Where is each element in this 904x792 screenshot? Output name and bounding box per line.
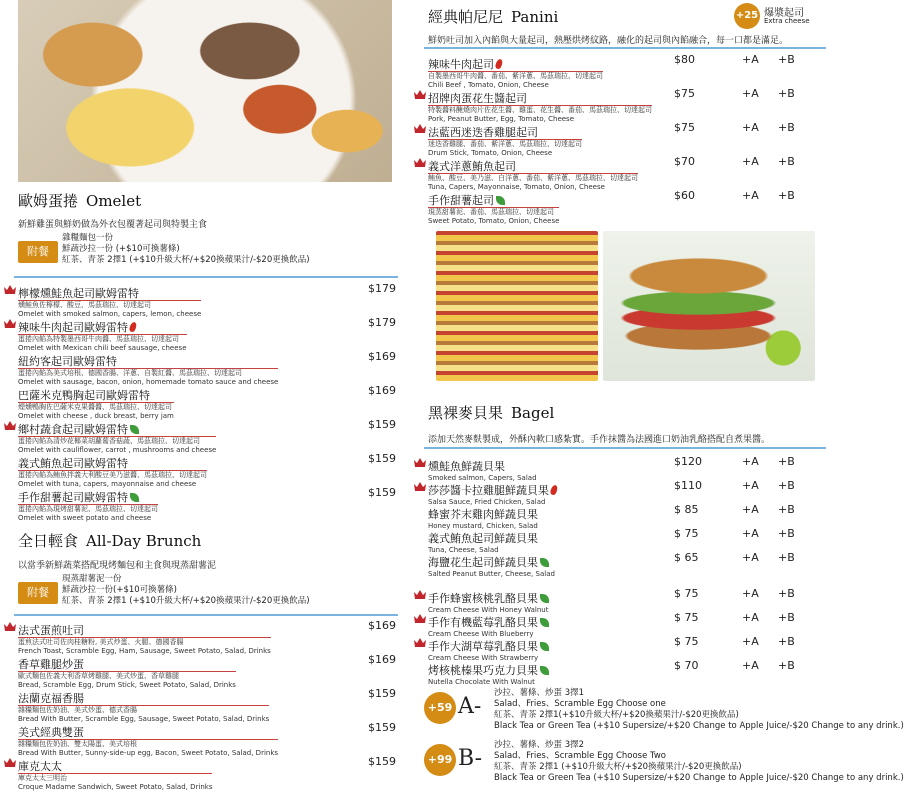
option-b: +B xyxy=(778,659,795,672)
brunch-rule xyxy=(14,614,398,616)
item-price: $75 xyxy=(674,87,695,100)
chili-icon xyxy=(494,58,503,69)
set-line: 紅茶、青茶 2擇1(+$10升級大杯/+$20換蘋果汁/-$20更換飲品) xyxy=(494,710,739,720)
brunch-title xyxy=(18,530,201,551)
item-desc-zh: 蛋捲內餡為現烤甜薯泥、馬茲瑞拉、切達起司 xyxy=(18,505,158,513)
option-a: +A xyxy=(742,155,759,168)
menu-item xyxy=(18,384,396,421)
addon-badge: 附餐 xyxy=(18,582,58,604)
menu-item xyxy=(428,189,795,226)
item-desc-en: Tuna, Capers, Mayonnaise, Tomato, Onion, Cheese xyxy=(428,183,605,191)
item-price: $159 xyxy=(368,687,396,700)
item-desc-zh: 雜糧麵包佐奶油、雙太陽蛋、美式培根 xyxy=(18,740,137,748)
crown-icon xyxy=(414,158,426,167)
item-name: 手作有機藍莓乳酪貝果 xyxy=(428,616,538,629)
item-desc-zh: 迷迭香雞腿、番茄、紫洋蔥、馬茲瑞拉、切達起司 xyxy=(428,140,582,148)
addon-lines xyxy=(62,574,310,607)
item-desc-zh: 庫克太太三明治 xyxy=(18,774,67,782)
panini-rule xyxy=(424,47,826,49)
menu-item xyxy=(18,350,396,387)
extra-cheese-en: Extra cheese xyxy=(764,17,810,25)
option-a: +A xyxy=(742,121,759,134)
chili-icon xyxy=(128,321,137,332)
item-name: 庫克太太 xyxy=(18,760,62,773)
set-letter: A- xyxy=(458,694,482,719)
crown-icon xyxy=(414,614,426,623)
item-price: $159 xyxy=(368,486,396,499)
item-price: $ 70 xyxy=(674,659,699,672)
vegetarian-icon xyxy=(540,666,549,675)
option-b: +B xyxy=(778,455,795,468)
item-name: 莎莎醬卡拉雞腿鮮蔬貝果 xyxy=(428,484,549,497)
bagel-title-en: Bagel xyxy=(511,404,555,422)
item-price: $ 75 xyxy=(674,611,699,624)
item-price: $179 xyxy=(368,282,396,295)
option-a: +A xyxy=(742,87,759,100)
item-name: 巴薩米克鴨胸起司歐姆雷特 xyxy=(18,389,150,402)
menu-item xyxy=(428,155,795,192)
item-price: $120 xyxy=(674,455,702,468)
crown-icon xyxy=(414,124,426,133)
item-price: $169 xyxy=(368,350,396,363)
item-desc-zh: 煙燻鴨胸佐巴薩米克果醬醬、馬茲瑞拉、切達起司 xyxy=(18,403,172,411)
menu-item xyxy=(428,659,795,687)
item-desc-en: Bread With Butter, Sunny-side-up egg, Bacon, Sweet Potato, Salad, Drinks xyxy=(18,749,279,757)
item-price: $ 75 xyxy=(674,587,699,600)
option-b: +B xyxy=(778,587,795,600)
option-b: +B xyxy=(778,527,795,540)
item-name: 烤核桃榛果巧克力貝果 xyxy=(428,664,538,677)
brunch-title-en: All-Day Brunch xyxy=(86,532,202,550)
item-desc-en: Cream Cheese With Honey Walnut xyxy=(428,606,549,614)
item-name: 義式洋蔥鮪魚起司 xyxy=(428,160,516,173)
item-name: 檸檬燻鮭魚起司歐姆雷特 xyxy=(18,287,139,300)
chili-icon xyxy=(549,484,558,495)
vegetarian-icon xyxy=(130,493,139,502)
item-name: 燻鮭魚鮮蔬貝果 xyxy=(428,460,505,473)
bagel-desc: 添加天然麥麩製成，外酥內軟口感紮實。手作抹醬為法國進口奶油乳酪搭配自煮果醬。 xyxy=(428,435,771,445)
item-desc-en: Pork, Peanut Butter, Egg, Tomato, Cheese xyxy=(428,115,575,123)
item-name: 手作甜薯起司歐姆雷特 xyxy=(18,491,128,504)
set-line: Black Tea or Green Tea (+$10 Supersize/+$20 Change to Apple Juice/-$20 Change to any drink.) xyxy=(494,721,904,731)
item-desc-en: Croque Madame Sandwich, Sweet Potato, Salad, Drinks xyxy=(18,783,213,791)
bagel-rule xyxy=(424,447,826,449)
item-price: $ 85 xyxy=(674,503,699,516)
crown-icon xyxy=(414,458,426,467)
option-a: +A xyxy=(742,587,759,600)
bagel-title xyxy=(428,402,554,423)
item-name: 辣味牛肉起司歐姆雷特 xyxy=(18,321,128,334)
brunch-addon xyxy=(18,574,398,614)
option-b: +B xyxy=(778,121,795,134)
item-desc-en: Honey mustard, Chicken, Salad xyxy=(428,522,538,530)
menu-item xyxy=(18,721,396,758)
item-price: $179 xyxy=(368,316,396,329)
vegetarian-icon xyxy=(496,196,505,205)
item-price: $75 xyxy=(674,121,695,134)
item-price: $ 65 xyxy=(674,551,699,564)
item-desc-en: Cream Cheese With Blueberry xyxy=(428,630,534,638)
item-name: 手作甜薯起司 xyxy=(428,194,494,207)
addon-line: 紅茶、青茶 2擇1 (+$10升級大杯/+$20換蘋果汁/-$20更換飲品) xyxy=(62,596,310,606)
crown-icon xyxy=(4,285,16,294)
panini-title xyxy=(428,6,558,27)
extra-cheese-badge: +25 xyxy=(734,3,760,29)
extra-cheese-label: 爆漿起司 xyxy=(764,8,804,19)
item-name: 義式鮪魚起司鮮蔬貝果 xyxy=(428,532,538,545)
item-desc-zh: 歐式麵包佐義大利香草烤雞腿、美式炒蛋、香草雞腿 xyxy=(18,672,179,680)
addon-line: 紅茶、青茶 2擇1 (+$10升級大杯/+$20換蘋果汁/-$20更換飲品) xyxy=(62,255,310,265)
item-desc-zh: 特製醬料醃燒肉片佐花生醬、雞蛋、花生醬、番茄、馬茲瑞拉、切達起司 xyxy=(428,106,652,114)
item-desc-en: French Toast, Scramble Egg, Ham, Sausage, Sweet Potato, Salad, Drinks xyxy=(18,647,271,655)
omelet-addon xyxy=(18,233,398,273)
item-desc-zh: 現蒸甜薯泥、番茄、馬茲瑞拉、切達起司 xyxy=(428,208,554,216)
item-name: 海鹽花生起司鮮蔬貝果 xyxy=(428,556,538,569)
menu-item xyxy=(428,53,795,90)
option-b: +B xyxy=(778,503,795,516)
option-a: +A xyxy=(742,527,759,540)
set-price-badge: +59 xyxy=(424,692,456,724)
item-name: 香草雞腿炒蛋 xyxy=(18,658,84,671)
item-price: $70 xyxy=(674,155,695,168)
option-a: +A xyxy=(742,455,759,468)
item-name: 義式鮪魚起司歐姆雷特 xyxy=(18,457,128,470)
item-desc-zh: 燻鮭魚佐檸檬、酸豆、馬茲瑞拉、切達起司 xyxy=(18,301,151,309)
panini-desc: 鮮奶吐司加入內餡與大量起司，熱壓烘烤紋路，融化的起司與內餡融合，每一口都是滿足。 xyxy=(428,36,789,46)
item-desc-en: Cream Cheese With Strawberry xyxy=(428,654,539,662)
item-price: $159 xyxy=(368,452,396,465)
option-b: +B xyxy=(778,189,795,202)
brunch-title-zh: 全日輕食 xyxy=(18,532,79,550)
item-name: 手作大湖草莓乳酪貝果 xyxy=(428,640,538,653)
set-details xyxy=(494,740,904,784)
item-desc-zh: 蛋捲內餡為美式培根、德國香腸、洋蔥、自製紅醬、馬茲瑞拉、切達起司 xyxy=(18,369,242,377)
menu-item xyxy=(18,619,396,656)
item-price: $169 xyxy=(368,619,396,632)
item-desc-en: Bread With Butter, Scramble Egg, Sausage, Sweet Potato, Salad, Drinks xyxy=(18,715,270,723)
option-a: +A xyxy=(742,53,759,66)
item-desc-en: Drum Stick, Tomato, Onion, Cheese xyxy=(428,149,553,157)
item-price: $169 xyxy=(368,384,396,397)
option-a: +A xyxy=(742,635,759,648)
option-b: +B xyxy=(778,87,795,100)
panini-photo xyxy=(436,231,598,381)
option-b: +B xyxy=(778,635,795,648)
menu-item xyxy=(18,755,396,792)
item-desc-en: Smoked salmon, Capers, Salad xyxy=(428,474,537,482)
omelet-title-zh: 歐姆蛋捲 xyxy=(18,192,79,210)
set-price-badge: +99 xyxy=(424,744,456,776)
item-name: 招牌肉蛋花生醬起司 xyxy=(428,92,527,105)
option-b: +B xyxy=(778,479,795,492)
panini-title-en: Panini xyxy=(511,8,559,26)
item-desc-zh: 雜糧麵包佐奶油、美式炒蛋、德式香腸 xyxy=(18,706,137,714)
omelet-rule xyxy=(14,276,398,278)
option-b: +B xyxy=(778,53,795,66)
item-name: 法蘭克福香腸 xyxy=(18,692,84,705)
item-desc-zh: 蛋捲內餡為鮪魚拌義大利酸豆美乃滋醬、馬茲瑞拉、切達起司 xyxy=(18,471,207,479)
item-price: $60 xyxy=(674,189,695,202)
item-desc-en: Omelet with sausage, bacon, onion, homemade tomato sauce and cheese xyxy=(18,378,279,386)
set-line: Salad、Fries、Scramble Egg Choose Two xyxy=(494,751,666,761)
item-name: 手作蜂蜜核桃乳酪貝果 xyxy=(428,592,538,605)
option-a: +A xyxy=(742,503,759,516)
menu-item xyxy=(18,452,396,489)
addon-line: 雜糧麵包一份 xyxy=(62,233,114,243)
item-name: 蜂蜜芥末雞肉鮮蔬貝果 xyxy=(428,508,538,521)
addon-line: 鮮蔬沙拉一份 (+$10可換薯條) xyxy=(62,244,180,254)
vegetarian-icon xyxy=(540,594,549,603)
item-desc-en: Omelet with smoked salmon, capers, lemon, cheese xyxy=(18,310,202,318)
item-price: $169 xyxy=(368,653,396,666)
option-b: +B xyxy=(778,155,795,168)
crown-icon xyxy=(414,482,426,491)
crown-icon xyxy=(414,638,426,647)
item-price: $159 xyxy=(368,755,396,768)
menu-item xyxy=(18,418,396,455)
item-desc-zh: 蛋捲內餡為特製墨西哥牛肉醬、馬茲瑞拉、切達起司 xyxy=(18,335,179,343)
vegetarian-icon xyxy=(540,558,549,567)
menu-item xyxy=(18,282,396,319)
menu-item xyxy=(428,551,795,579)
item-name: 紐約客起司歐姆雷特 xyxy=(18,355,117,368)
crown-icon xyxy=(4,758,16,767)
omelet-title xyxy=(18,190,141,211)
menu-item xyxy=(428,121,795,158)
option-b: +B xyxy=(778,551,795,564)
item-desc-en: Tuna, Cheese, Salad xyxy=(428,546,499,554)
set-line: Black Tea or Green Tea (+$10 Supersize/+$20 Change to Apple Juice/-$20 Change to any drink.) xyxy=(494,773,904,783)
crown-icon xyxy=(4,421,16,430)
item-desc-en: Salsa Sauce, Fried Chicken, Salad xyxy=(428,498,546,506)
item-price: $159 xyxy=(368,721,396,734)
addon-line: 鮮蔬沙拉一份(+$10可換薯條) xyxy=(62,585,177,595)
item-price: $ 75 xyxy=(674,527,699,540)
item-desc-en: Omelet with tuna, capers, mayonnaise and cheese xyxy=(18,480,197,488)
crown-icon xyxy=(4,622,16,631)
item-name: 鄉村蔬食起司歐姆雷特 xyxy=(18,423,128,436)
addon-lines xyxy=(62,233,310,266)
item-price: $110 xyxy=(674,479,702,492)
item-name: 辣味牛肉起司 xyxy=(428,58,494,71)
set-details xyxy=(494,688,904,732)
item-desc-en: Bread, Scramble Egg, Drum Stick, Sweet Potato, Salad, Drinks xyxy=(18,681,236,689)
option-a: +A xyxy=(742,611,759,624)
menu-item xyxy=(18,486,396,523)
item-desc-en: Nutella Chocolate With Walnut xyxy=(428,678,535,686)
crown-icon xyxy=(414,590,426,599)
option-a: +A xyxy=(742,479,759,492)
item-desc-zh: 鮪魚、酸豆、美乃滋、白洋蔥、番茄、紫洋蔥、馬茲瑞拉、切達起司 xyxy=(428,174,638,182)
set-line: Salad、Fries、Scramble Egg Choose one xyxy=(494,699,666,709)
brunch-desc: 以當季新鮮蔬菜搭配現烤麵包和主食與現蒸甜薯泥 xyxy=(18,561,217,571)
set-line: 沙拉、薯條、炒蛋 3擇2 xyxy=(494,740,585,750)
item-desc-zh: 蛋捲內餡為清炒花椰菜胡蘿蔔香菇蔬、馬茲瑞拉、切達起司 xyxy=(18,437,200,445)
vegetarian-icon xyxy=(540,618,549,627)
crown-icon xyxy=(4,319,16,328)
omelet-desc: 新鮮雞蛋與鮮奶做為外衣包覆著起司與特製主食 xyxy=(18,220,208,230)
item-name: 法藍西迷迭香雞腿起司 xyxy=(428,126,538,139)
menu-item xyxy=(18,316,396,353)
panini-title-zh: 經典帕尼尼 xyxy=(428,8,504,26)
item-desc-en: Chili Beef , Tomato, Onion, Cheese xyxy=(428,81,549,89)
addon-line: 現蒸甜薯泥一份 xyxy=(62,574,122,584)
bagel-photo xyxy=(603,231,815,381)
addon-badge: 附餐 xyxy=(18,241,58,263)
menu-item xyxy=(428,87,795,124)
option-a: +A xyxy=(742,659,759,672)
item-desc-en: Omelet with cheese , duck breast, berry jam xyxy=(18,412,174,420)
set-letter: B- xyxy=(458,746,483,771)
item-price: $ 75 xyxy=(674,635,699,648)
item-desc-en: Omelet with Mexican chili beef sausage, cheese xyxy=(18,344,187,352)
item-desc-en: Salted Peanut Butter, Cheese, Salad xyxy=(428,570,555,578)
item-name: 美式經典雙蛋 xyxy=(18,726,84,739)
menu-item xyxy=(18,653,396,690)
option-b: +B xyxy=(778,611,795,624)
item-price: $159 xyxy=(368,418,396,431)
item-desc-en: Omelet with sweet potato and cheese xyxy=(18,514,152,522)
set-line: 沙拉、薯條、炒蛋 3擇1 xyxy=(494,688,585,698)
set-line: 紅茶、青茶 2擇1 (+$10升級大杯/+$20換蘋果汁/-$20更換飲品) xyxy=(494,762,742,772)
item-name: 法式蛋煎吐司 xyxy=(18,624,84,637)
brunch-photo xyxy=(18,0,392,182)
option-a: +A xyxy=(742,551,759,564)
bagel-title-zh: 黑裸麥貝果 xyxy=(428,404,504,422)
item-price: $80 xyxy=(674,53,695,66)
option-a: +A xyxy=(742,189,759,202)
item-desc-zh: 自製墨西哥牛肉醬、番茄、紫洋蔥、馬茲瑞拉、切達起司 xyxy=(428,72,603,80)
vegetarian-icon xyxy=(540,642,549,651)
item-desc-zh: 蛋煎法式吐司佐肉桂糖粉, 美式炒蛋、火腿、德國香腸 xyxy=(18,638,184,646)
crown-icon xyxy=(414,90,426,99)
omelet-title-en: Omelet xyxy=(86,192,142,210)
item-desc-en: Omelet with cauliflower, carrot , mushrooms and cheese xyxy=(18,446,217,454)
menu-item xyxy=(18,687,396,724)
item-desc-en: Sweet Potato, Tomato, Onion, Cheese xyxy=(428,217,560,225)
vegetarian-icon xyxy=(130,425,139,434)
